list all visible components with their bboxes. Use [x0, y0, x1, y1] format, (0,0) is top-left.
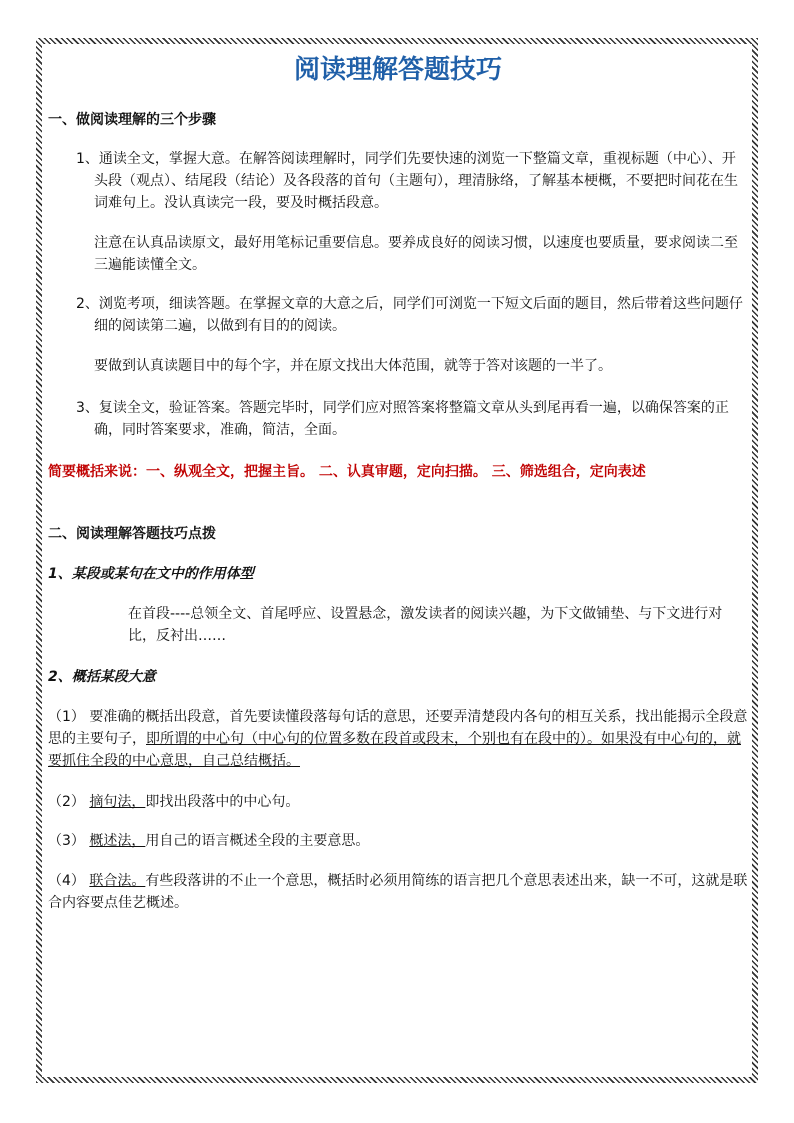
step2-paragraph: [76, 293, 744, 337]
subsection1-heading: 1、某段或某句在文中的作用体型: [48, 566, 254, 582]
item4-text: 有些段落讲的不止一个意思，概括时必须用简练的语言把几个意思表述出来，缺一不可，这就是联合内容要点佳艺概述。: [48, 873, 748, 911]
section1-heading: 一、做阅读理解的三个步骤: [48, 112, 216, 128]
item4-paragraph: [48, 870, 748, 914]
item3-paragraph: [48, 830, 748, 852]
item2-method: 摘句法，: [89, 794, 146, 810]
item2-number: （2）: [48, 794, 90, 810]
item3-method: 概述法，: [89, 833, 146, 849]
item4-method: 联合法。: [89, 873, 146, 889]
item3-number: （3）: [48, 833, 90, 849]
item1-text: （1） 要准确的概括出段意，首先要读懂段落每句话的意思，还要弄清楚段内各句的相互关系，找出能揭示全段意思的主要句子，: [48, 709, 748, 747]
step2-text: 2、浏览考项，细读答题。在掌握文章的大意之后，同学们可浏览一下短文后面的题目，然后带着这些问题仔细的阅读第二遍，以做到有目的的阅读。: [76, 296, 743, 334]
subsection1-text: 在首段----总领全文、首尾呼应、设置悬念，激发读者的阅读兴趣，为下文做铺垫、与下文进行对比，反衬出……: [128, 606, 723, 644]
step1-note: 注意在认真品读原文，最好用笔标记重要信息。要养成良好的阅读习惯，以速度也要质量，要求阅读二至三遍能读懂全文。: [94, 235, 738, 273]
item4-number: （4）: [48, 873, 90, 889]
section2-heading: 二、阅读理解答题技巧点拨: [48, 526, 216, 542]
item2-text: 即找出段落中的中心句。: [145, 794, 300, 810]
step3-paragraph: [76, 397, 744, 441]
step1-paragraph: [76, 148, 744, 214]
item2-paragraph: [48, 791, 748, 813]
page-title: 阅读理解答题技巧: [293, 55, 502, 85]
summary-text: 简要概括来说：一、纵观全文，把握主旨。 二、认真审题，定向扫描。 三、筛选组合，定向表述: [48, 464, 646, 480]
step3-text: 3、复读全文，验证答案。答题完毕时，同学们应对照答案将整篇文章从头到尾再看一遍，以确保答案的正确，同时答案要求，准确，简洁，全面。: [76, 400, 729, 438]
item1-paragraph: [48, 706, 748, 772]
document-body: [48, 50, 748, 911]
item1-underlined-text: 即所谓的中心句（中心句的位置多数在段首或段末，个别也有在段中的）。如果没有中心句的，就要抓住全段的中心意思，自己总结概括。: [48, 731, 741, 769]
step1-text: 1、通读全文，掌握大意。在解答阅读理解时，同学们先要快速的浏览一下整篇文章，重视标题（中心）、开头段（观点）、结尾段（结论）及各段落的首句（主题句），理清脉络，了解基本梗概，不要把时间花在生词难句上。没认真读完一段，要及时概括段意。: [76, 151, 738, 211]
subsection2-heading: 2、概括某段大意: [48, 669, 156, 685]
step2-note: 要做到认真读题目中的每个字，并在原文找出大体范围，就等于答对该题的一半了。: [94, 358, 612, 374]
item3-text: 用自己的语言概述全段的主要意思。: [145, 833, 370, 849]
